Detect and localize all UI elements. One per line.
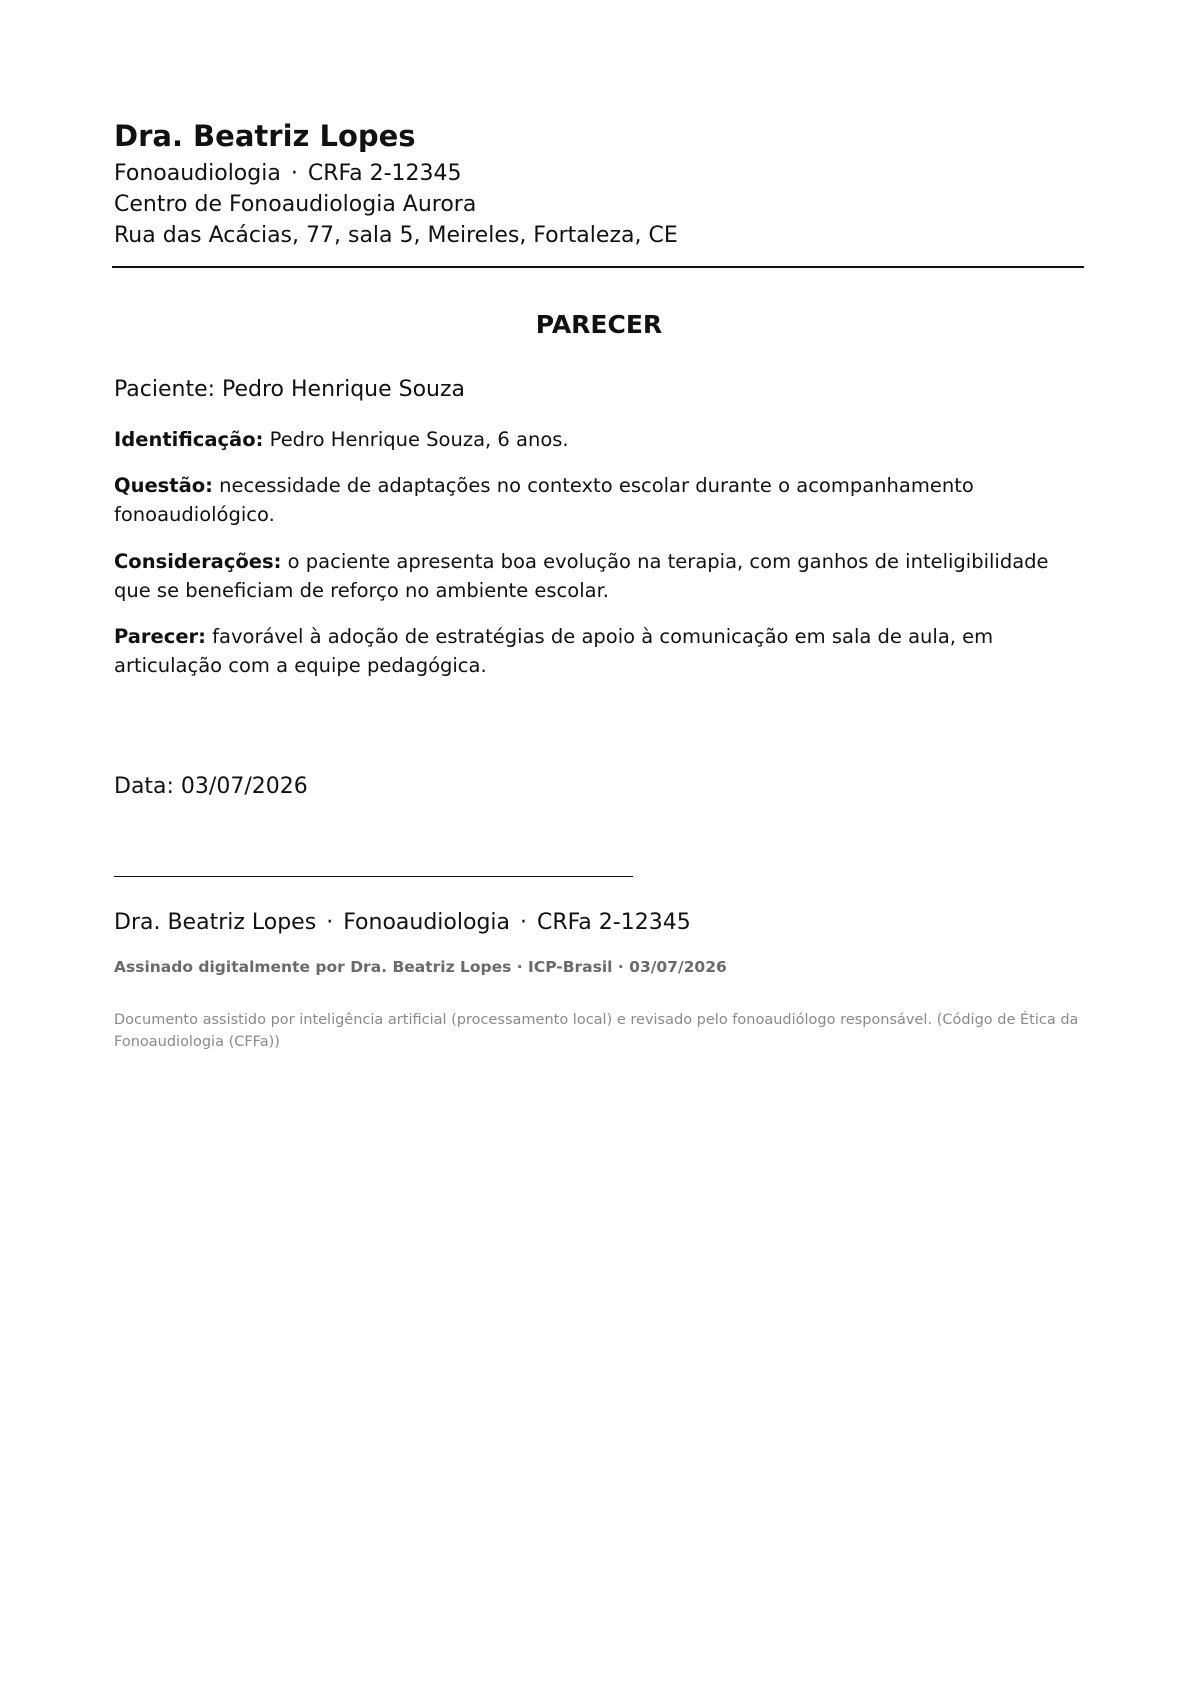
separator: · [290, 161, 298, 186]
signer-name: Dra. Beatriz Lopes [114, 910, 317, 935]
signature-block [114, 906, 691, 940]
separator: · [520, 910, 528, 935]
digital-signature-note: Assinado digitalmente por Dra. Beatriz Lopes · ICP-Brasil · 03/07/2026 [114, 958, 727, 976]
clinic-address: Rua das Acácias, 77, sala 5, Meireles, Fortaleza, CE [114, 223, 678, 248]
section-identificacao [114, 425, 1089, 454]
section-text: necessidade de adaptações no contexto escolar durante o acompanhamento fonoaudiológico. [114, 474, 974, 526]
registration: CRFa 2-12345 [307, 161, 462, 186]
header-divider [112, 266, 1084, 268]
section-parecer [114, 622, 1089, 680]
section-label: Parecer: [114, 625, 206, 648]
section-label: Considerações: [114, 550, 282, 573]
separator: · [326, 910, 334, 935]
ai-disclaimer: Documento assistido por inteligência artificial (processamento local) e revisado pelo fonoaudiólogo responsável. (Código de Ética da Fonoaudiologia (CFFa)) [114, 1012, 1079, 1050]
section-text: o paciente apresenta boa evolução na terapia, com ganhos de inteligibilidade que se beneficiam de reforço no ambiente escolar. [114, 550, 1049, 602]
signature-line [114, 876, 633, 877]
document-title: PARECER [535, 310, 663, 339]
signer-specialty: Fonoaudiologia [343, 910, 511, 935]
section-text: Pedro Henrique Souza, 6 anos. [269, 428, 569, 451]
section-questao [114, 471, 1089, 529]
letterhead [114, 114, 1084, 251]
section-label: Identificação: [114, 428, 264, 451]
document-date: Data: 03/07/2026 [114, 774, 308, 799]
specialty: Fonoaudiologia [114, 161, 281, 186]
section-consideracoes [114, 547, 1089, 605]
doctor-name: Dra. Beatriz Lopes [114, 119, 416, 153]
section-text: favorável à adoção de estratégias de apoio à comunicação em sala de aula, em articulação com a equipe pedagógica. [114, 625, 994, 677]
patient-line: Paciente: Pedro Henrique Souza [114, 377, 466, 402]
clinic-name: Centro de Fonoaudiologia Aurora [114, 192, 477, 217]
signer-registration: CRFa 2-12345 [537, 910, 691, 935]
specialty-registration-line [114, 158, 1084, 189]
section-label: Questão: [114, 474, 213, 497]
